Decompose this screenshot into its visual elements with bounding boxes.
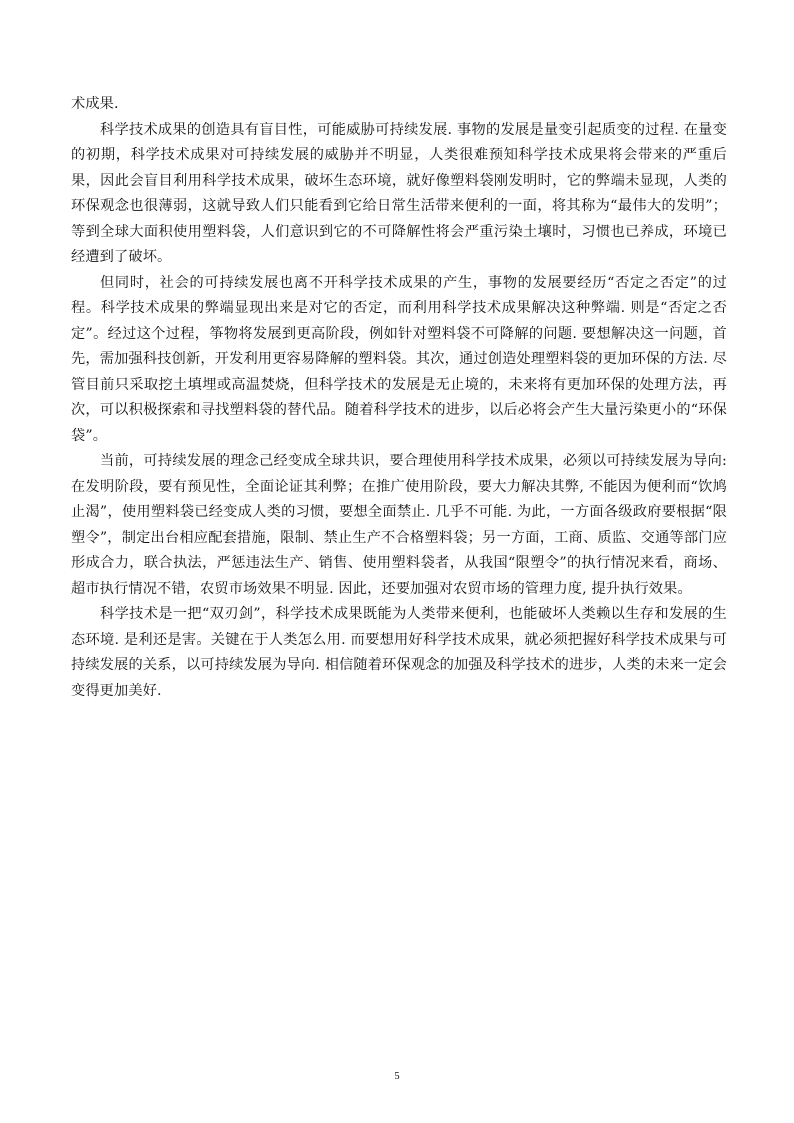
paragraph-continuation: 术成果.	[71, 96, 119, 112]
paragraph: 当前，可持续发展的理念己经变成全球共识，要合理使用科学技术成果，必须以可持续发展为导向: 在发明阶段，要有预见性，全面论证其利弊；在推广使用阶段，要大力解决其弊, 不能因为便利而“饮鸠止渴”，使用塑料袋已经变成人类的习惯，要想全面禁止. 几乎不可能. 为此，一方面各级政府要根据“限塑令”，制定出台相应配套措施，限制、禁止生产不合格塑料袋；另一方面，工商、质监、交通等部门应形成合力，联合执法，严惩违法生产、销售、使用塑料袋者，从我国“限塑令”的执行情况来看，商场、超市执行情况不错，农贸市场效果不明显. 因此，还要加强对农贸市场的管理力度, 提升执行效果。	[71, 453, 727, 597]
page-number: 5	[394, 1071, 400, 1082]
document-body	[71, 92, 727, 704]
paragraph: 但同时，社会的可持续发展也离不开科学技术成果的产生，事物的发展要经历“否定之否定”的过程。科学技术成果的弊端显现出来是对它的否定，而利用科学技术成果解决这种弊端. 则是“否定之否定”。经过这个过程，筝物将发展到更高阶段，例如针对塑料袋不可降解的问题. 要想解决这一问题，首先，需加强科技创新，开发利用更容易降解的塑料袋。其次，通过创造处理塑料袋的更加环保的方法. 尽管目前只采取挖土填埋或高温焚烧，但科学技术的发展是无止境的，未来将有更加环保的处理方法，再次，可以积极探索和寻找塑料袋的替代品。随着科学技术的进步，以后必将会产生大量污染更小的“环保袋”。	[71, 274, 727, 444]
paragraph: 科学技术成果的创造具有盲目性，可能威胁可持续发展. 事物的发展是量变引起质变的过程. 在量变的初期，科学技术成果对可持续发展的威胁并不明显，人类很难预知科学技术成果将会带来的严重后果，因此会盲目利用科学技术成果，破坏生态环境，就好像塑料袋刚发明时，它的弊端未显现，人类的环保观念也很薄弱，这就导致人们只能看到它给日常生活带来便利的一面，将其称为“最伟大的发明”；等到全球大面积使用塑料袋，人们意识到它的不可降解性将会严重污染土壤时，习惯也已养成，环境已经遭到了破坏。	[71, 121, 727, 265]
paragraph: 科学技术是一把“双刃剑”，科学技术成果既能为人类带来便利，也能破坏人类赖以生存和发展的生态环境. 是利还是害。关键在于人类怎么用. 而要想用好科学技术成果，就必须把握好科学技术成果与可持续发展的关系，以可持续发展为导向. 相信随着环保观念的加强及科学技术的进步，人类的未来一定会变得更加美好.	[71, 606, 727, 699]
